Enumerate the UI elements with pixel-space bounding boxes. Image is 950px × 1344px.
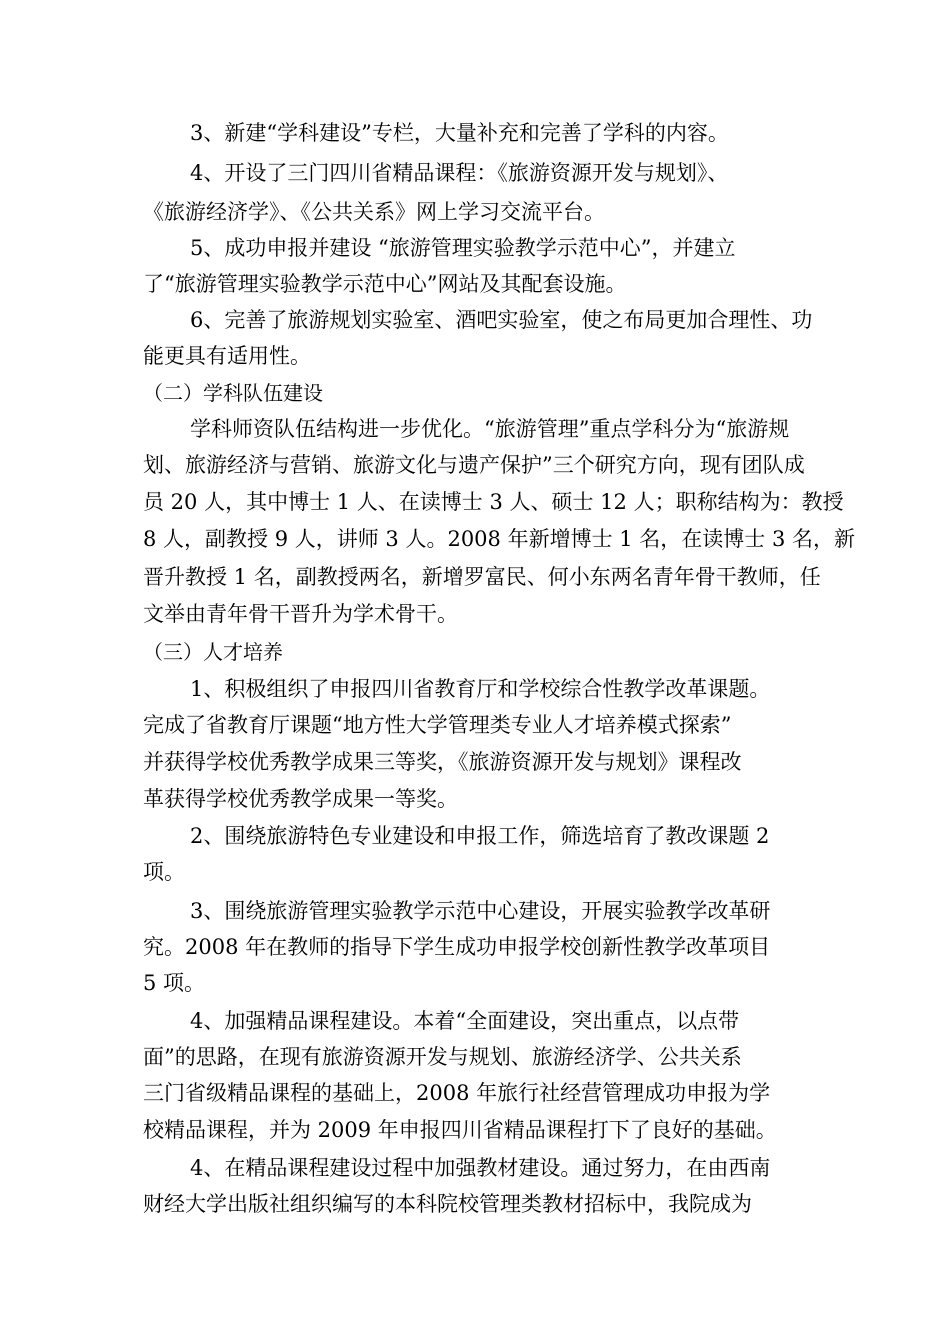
paragraph-1-line-4: 革获得学校优秀教学成果一等奖。 bbox=[143, 787, 458, 811]
section-two-line-5: 晋升教授 1 名，副教授两名，新增罗富民、何小东两名青年骨干教师，任 bbox=[143, 565, 821, 589]
paragraph-1-line-3: 并获得学校优秀教学成果三等奖，《旅游资源开发与规划》课程改 bbox=[143, 750, 742, 774]
paragraph-1-line-1: 1、积极组织了申报四川省教育厅和学校综合性教学改革课题。 bbox=[190, 677, 771, 701]
paragraph-3-line-3: 5 项。 bbox=[143, 971, 206, 995]
item-5-line-2: 了“旅游管理实验教学示范中心”网站及其配套设施。 bbox=[143, 272, 627, 296]
paragraph-4-line-3: 三门省级精品课程的基础上，2008 年旅行社经营管理成功申报为学 bbox=[143, 1081, 771, 1105]
section-two-line-4: 8 人，副教授 9 人，讲师 3 人。2008 年新增博士 1 名，在读博士 3 名，新 bbox=[143, 527, 855, 551]
section-two-line-6: 文举由青年骨干晋升为学术骨干。 bbox=[143, 602, 458, 626]
section-two-line-1: 学科师资队伍结构进一步优化。“旅游管理”重点学科分为“旅游规 bbox=[190, 417, 790, 441]
item-6-line-2: 能更具有适用性。 bbox=[143, 344, 311, 368]
paragraph-4-line-4: 校精品课程，并为 2009 年申报四川省精品课程打下了良好的基础。 bbox=[143, 1118, 777, 1142]
item-5-line-1: 5、成功申报并建设 “旅游管理实验教学示范中心”，并建立 bbox=[190, 236, 736, 260]
paragraph-4-line-2: 面”的思路，在现有旅游资源开发与规划、旅游经济学、公共关系 bbox=[143, 1045, 742, 1069]
item-6-line-1: 6、完善了旅游规划实验室、酒吧实验室，使之布局更加合理性、功 bbox=[190, 308, 813, 332]
item-4-line-1: 4、开设了三门四川省精品课程：《旅游资源开发与规划》、 bbox=[190, 161, 729, 185]
paragraph-4-line-1: 4、加强精品课程建设。本着“全面建设，突出重点，以点带 bbox=[190, 1009, 740, 1033]
paragraph-2-line-1: 2、围绕旅游特色专业建设和申报工作，筛选培育了教改课题 2 bbox=[190, 824, 770, 848]
section-two-line-2: 划、旅游经济与营销、旅游文化与遗产保护”三个研究方向，现有团队成 bbox=[143, 453, 805, 477]
paragraph-2-line-2: 项。 bbox=[143, 860, 185, 884]
section-two-heading: （二）学科队伍建设 bbox=[143, 381, 323, 405]
paragraph-3-line-2: 究。2008 年在教师的指导下学生成功申报学校创新性教学改革项目 bbox=[143, 935, 771, 959]
section-two-line-3: 员 20 人，其中博士 1 人、在读博士 3 人、硕士 12 人；职称结构为：教授 bbox=[143, 490, 844, 514]
item-4-line-2: 《旅游经济学》、《公共关系》网上学习交流平台。 bbox=[143, 200, 605, 224]
paragraph-1-line-2: 完成了省教育厅课题“地方性大学管理类专业人才培养模式探索” bbox=[143, 713, 732, 737]
paragraph-5-line-2: 财经大学出版社组织编写的本科院校管理类教材招标中，我院成为 bbox=[143, 1192, 752, 1216]
paragraph-5-line-1: 4、在精品课程建设过程中加强教材建设。通过努力，在由西南 bbox=[190, 1156, 771, 1180]
paragraph-3-line-1: 3、围绕旅游管理实验教学示范中心建设，开展实验教学改革研 bbox=[190, 899, 771, 923]
section-three-heading: （三）人才培养 bbox=[143, 640, 283, 664]
item-3-line: 3、新建“学科建设”专栏，大量补充和完善了学科的内容。 bbox=[190, 121, 729, 145]
